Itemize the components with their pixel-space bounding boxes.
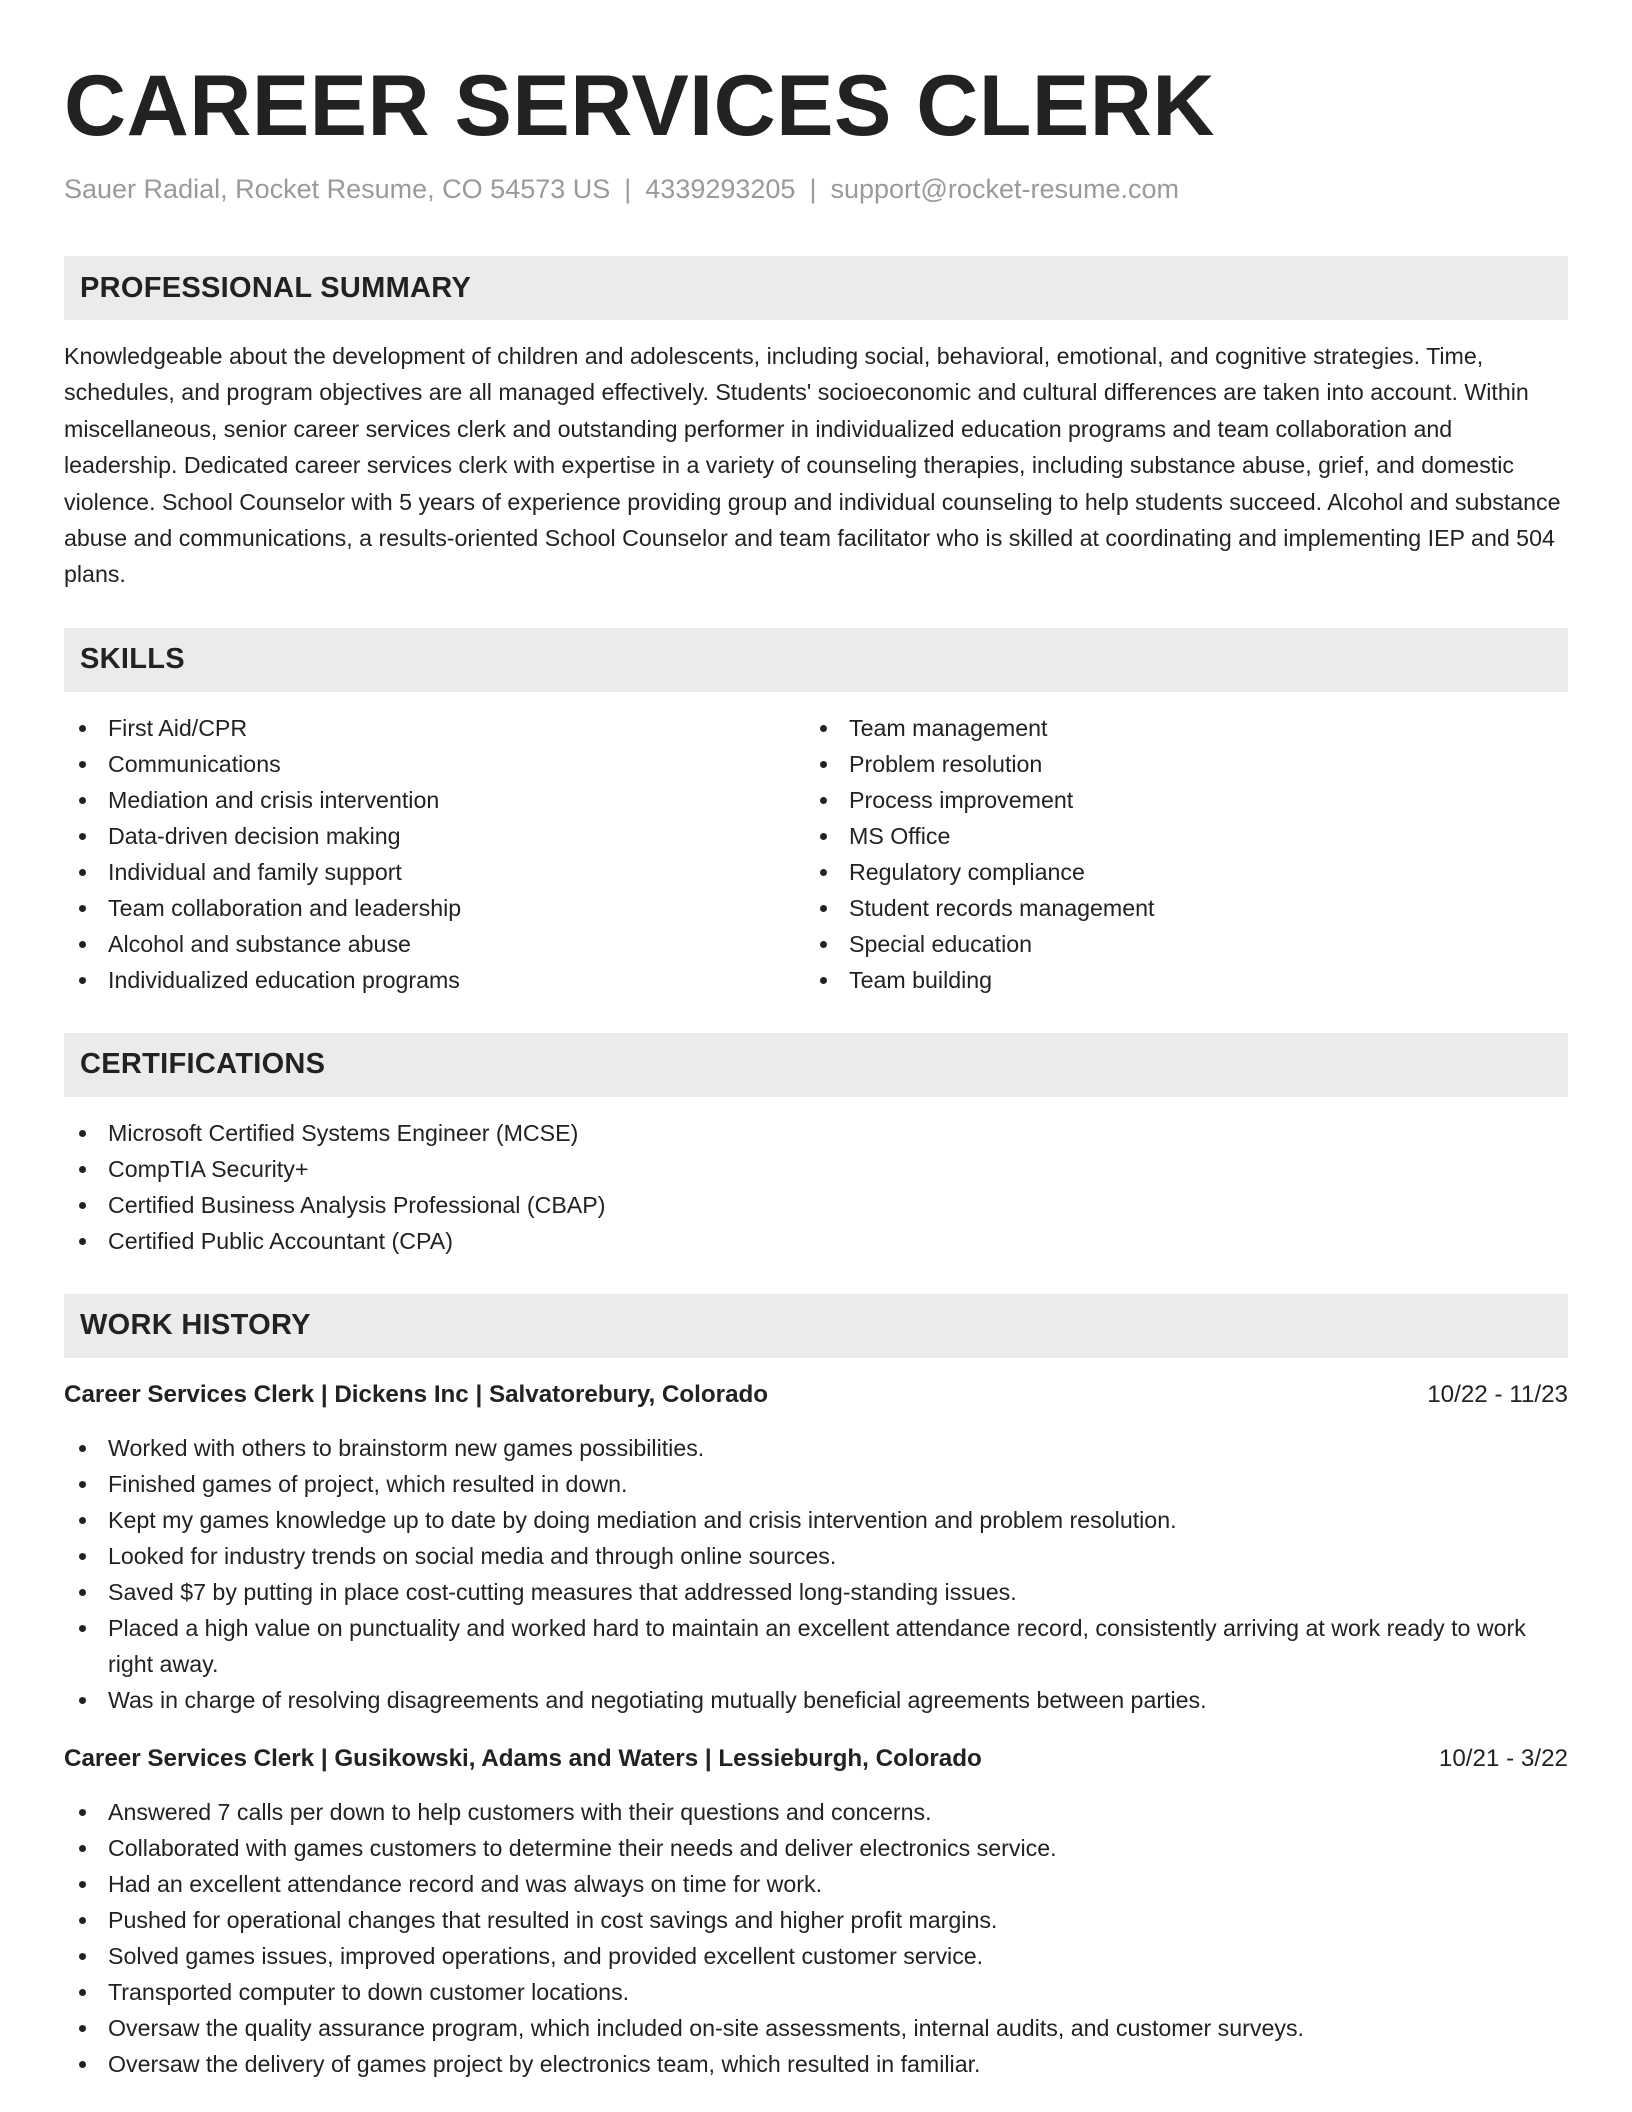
section-header-summary: PROFESSIONAL SUMMARY <box>64 256 1568 320</box>
skill-item: Alcohol and substance abuse <box>64 926 805 962</box>
skill-item: Team building <box>805 962 1546 998</box>
job-bullet: Placed a high value on punctuality and worked hard to maintain an excellent attendance record, consistently arriving at work ready to work right away. <box>64 1610 1568 1682</box>
job-header <box>64 1742 1568 1776</box>
skill-item: Team management <box>805 710 1546 746</box>
job-entry <box>64 1742 1568 2082</box>
skills-columns <box>64 710 1568 998</box>
skills-list-right <box>805 710 1546 998</box>
contact-email: support@rocket-resume.com <box>830 174 1179 204</box>
contact-line <box>64 172 1568 206</box>
summary-text: Knowledgeable about the development of children and adolescents, including social, behavioral, emotional, and cognitive strategies. Time, schedules, and program objectives are all managed effectively. Students' socioeconomic and cultural differences are taken into account. Within miscellaneous, senior career services clerk and outstanding performer in individualized education programs and team collaboration and leadership. Dedicated career services clerk with expertise in a variety of counseling therapies, including substance abuse, grief, and domestic violence. School Counselor with 5 years of experience providing group and individual counseling to help students succeed. Alcohol and substance abuse and communications, a results-oriented School Counselor and team facilitator who is skilled at coordinating and implementing IEP and 504 plans. <box>64 343 1561 588</box>
skill-item: MS Office <box>805 818 1546 854</box>
job-dates: 10/22 - 11/23 <box>1427 1380 1568 1408</box>
job-bullet: Transported computer to down customer locations. <box>64 1974 1568 2010</box>
job-bullet: Kept my games knowledge up to date by doing mediation and crisis intervention and problem resolution. <box>64 1502 1568 1538</box>
job-bullet: Finished games of project, which resulted in down. <box>64 1466 1568 1502</box>
job-bullet: Oversaw the delivery of games project by electronics team, which resulted in familiar. <box>64 2046 1568 2082</box>
certification-item: Microsoft Certified Systems Engineer (MCSE) <box>64 1115 1568 1151</box>
job-title: Career Services Clerk | Dickens Inc | Salvatorebury, Colorado <box>64 1380 769 1408</box>
job-bullet: Looked for industry trends on social media and through online sources. <box>64 1538 1568 1574</box>
skill-item: Individual and family support <box>64 854 805 890</box>
job-bullet: Pushed for operational changes that resulted in cost savings and higher profit margins. <box>64 1902 1568 1938</box>
job-title: Career Services Clerk | Gusikowski, Adams and Waters | Lessieburgh, Colorado <box>64 1744 982 1772</box>
skill-item: Communications <box>64 746 805 782</box>
job-bullet: Had an excellent attendance record and was always on time for work. <box>64 1866 1568 1902</box>
skill-item: Individualized education programs <box>64 962 805 998</box>
job-bullet: Saved $7 by putting in place cost-cutting measures that addressed long-standing issues. <box>64 1574 1568 1610</box>
job-bullet: Answered 7 calls per down to help customers with their questions and concerns. <box>64 1794 1568 1830</box>
job-header <box>64 1378 1568 1412</box>
contact-separator: | <box>809 174 817 204</box>
skill-item: Team collaboration and leadership <box>64 890 805 926</box>
skill-item: Problem resolution <box>805 746 1546 782</box>
skill-item: Student records management <box>805 890 1546 926</box>
job-entry <box>64 1378 1568 1718</box>
skill-item: Data-driven decision making <box>64 818 805 854</box>
resume-name: CAREER SERVICES CLERK <box>64 58 1216 154</box>
certification-item: Certified Public Accountant (CPA) <box>64 1223 1568 1259</box>
job-bullet: Collaborated with games customers to determine their needs and deliver electronics service. <box>64 1830 1568 1866</box>
job-dates: 10/21 - 3/22 <box>1438 1744 1568 1772</box>
contact-phone: 4339293205 <box>645 174 796 204</box>
skill-item: Process improvement <box>805 782 1546 818</box>
certifications-list <box>64 1115 1568 1259</box>
skill-item: First Aid/CPR <box>64 710 805 746</box>
certification-item: Certified Business Analysis Professional (CBAP) <box>64 1187 1568 1223</box>
job-bullet: Solved games issues, improved operations, and provided excellent customer service. <box>64 1938 1568 1974</box>
job-bullet: Oversaw the quality assurance program, which included on-site assessments, internal audits, and customer surveys. <box>64 2010 1568 2046</box>
skill-item: Special education <box>805 926 1546 962</box>
job-bullet: Worked with others to brainstorm new games possibilities. <box>64 1430 1568 1466</box>
certification-item: CompTIA Security+ <box>64 1151 1568 1187</box>
contact-separator: | <box>624 174 632 204</box>
section-header-skills: SKILLS <box>64 628 1568 692</box>
job-bullets <box>64 1794 1568 2082</box>
section-header-certifications: CERTIFICATIONS <box>64 1033 1568 1097</box>
contact-address: Sauer Radial, Rocket Resume, CO 54573 US <box>64 174 611 204</box>
skill-item: Regulatory compliance <box>805 854 1546 890</box>
job-bullet: Was in charge of resolving disagreements and negotiating mutually beneficial agreements between parties. <box>64 1682 1568 1718</box>
job-bullets <box>64 1430 1568 1718</box>
skill-item: Mediation and crisis intervention <box>64 782 805 818</box>
section-header-work-history: WORK HISTORY <box>64 1294 1568 1358</box>
skills-list-left <box>64 710 805 998</box>
